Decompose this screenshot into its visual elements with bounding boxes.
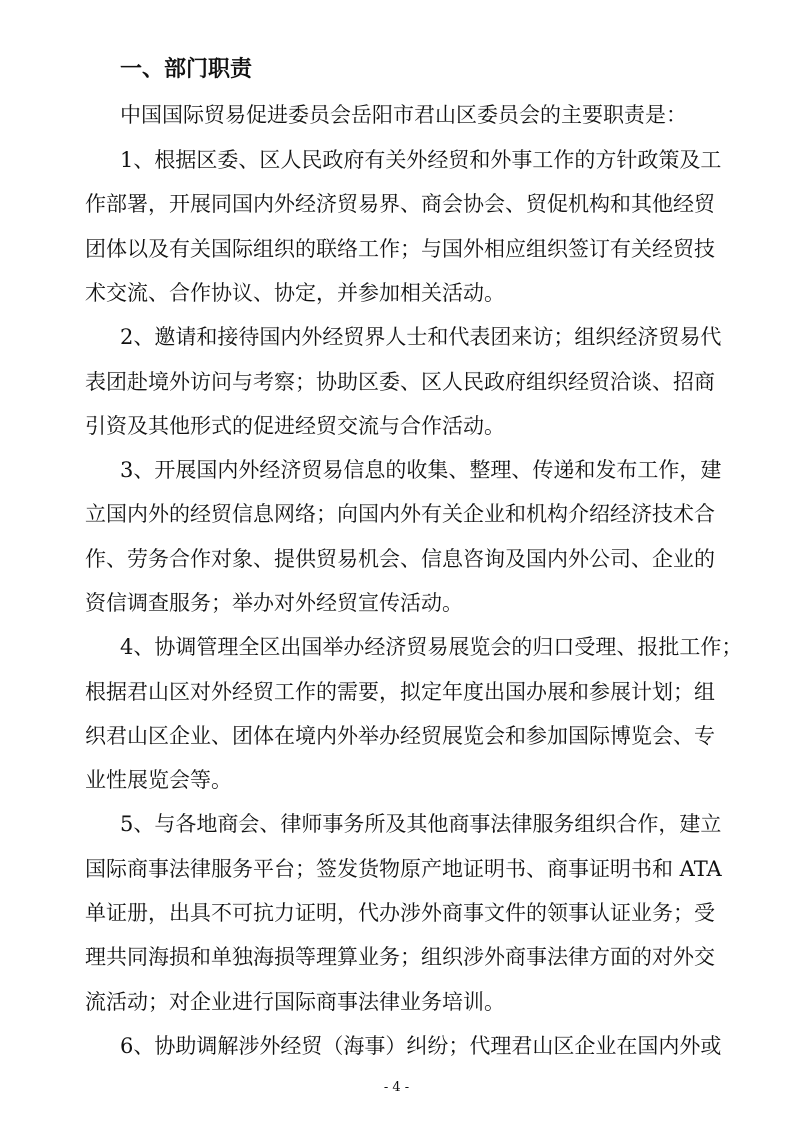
paragraph-line: 根据君山区对外经贸工作的需要，拟定年度出国办展和参展计划；组 bbox=[85, 680, 715, 704]
paragraph-line: 作部署，开展同国内外经济贸易界、商会协会、贸促机构和其他经贸 bbox=[85, 192, 715, 216]
paragraph-line: 3、开展国内外经济贸易信息的收集、整理、传递和发布工作，建 bbox=[120, 458, 722, 482]
paragraph-line: 立国内外的经贸信息网络；向国内外有关企业和机构介绍经济技术合 bbox=[85, 502, 715, 526]
paragraph-line: 流活动；对企业进行国际商事法律业务培训。 bbox=[85, 990, 505, 1014]
paragraph-line: 业性展览会等。 bbox=[85, 768, 232, 792]
paragraph-line: 2、邀请和接待国内外经贸界人士和代表团来访；组织经济贸易代 bbox=[120, 325, 722, 349]
paragraph-line: 作、劳务合作对象、提供贸易机会、信息咨询及国内外公司、企业的 bbox=[85, 547, 715, 571]
paragraph-line: 理共同海损和单独海损等理算业务；组织涉外商事法律方面的对外交 bbox=[85, 945, 715, 969]
paragraph-line: 6、协助调解涉外经贸（海事）纠纷；代理君山区企业在国内外或 bbox=[120, 1034, 722, 1058]
section-heading: 一、部门职责 bbox=[120, 57, 253, 82]
paragraph-line: 表团赴境外访问与考察；协助区委、区人民政府组织经贸洽谈、招商 bbox=[85, 370, 715, 394]
intro-line: 中国国际贸易促进委员会岳阳市君山区委员会的主要职责是： bbox=[120, 103, 687, 127]
paragraph-line: 团体以及有关国际组织的联络工作；与国外相应组织签订有关经贸技 bbox=[85, 237, 715, 261]
paragraph-line: 术交流、合作协议、协定，并参加相关活动。 bbox=[85, 281, 505, 305]
paragraph-line: 4、协调管理全区出国举办经济贸易展览会的归口受理、报批工作； bbox=[120, 635, 743, 659]
paragraph-line: 国际商事法律服务平台；签发货物原产地证明书、商事证明书和 ATA bbox=[85, 857, 722, 881]
paragraph-line: 织君山区企业、团体在境内外举办经贸展览会和参加国际博览会、专 bbox=[85, 724, 715, 748]
paragraph-line: 引资及其他形式的促进经贸交流与合作活动。 bbox=[85, 414, 505, 438]
paragraph-line: 资信调查服务；举办对外经贸宣传活动。 bbox=[85, 591, 463, 615]
page-number: - 4 - bbox=[383, 1080, 410, 1095]
paragraph-line: 单证册，出具不可抗力证明，代办涉外商事文件的领事认证业务；受 bbox=[85, 901, 715, 925]
paragraph-line: 1、根据区委、区人民政府有关外经贸和外事工作的方针政策及工 bbox=[120, 148, 722, 172]
paragraph-line: 5、与各地商会、律师事务所及其他商事法律服务组织合作，建立 bbox=[120, 812, 722, 836]
